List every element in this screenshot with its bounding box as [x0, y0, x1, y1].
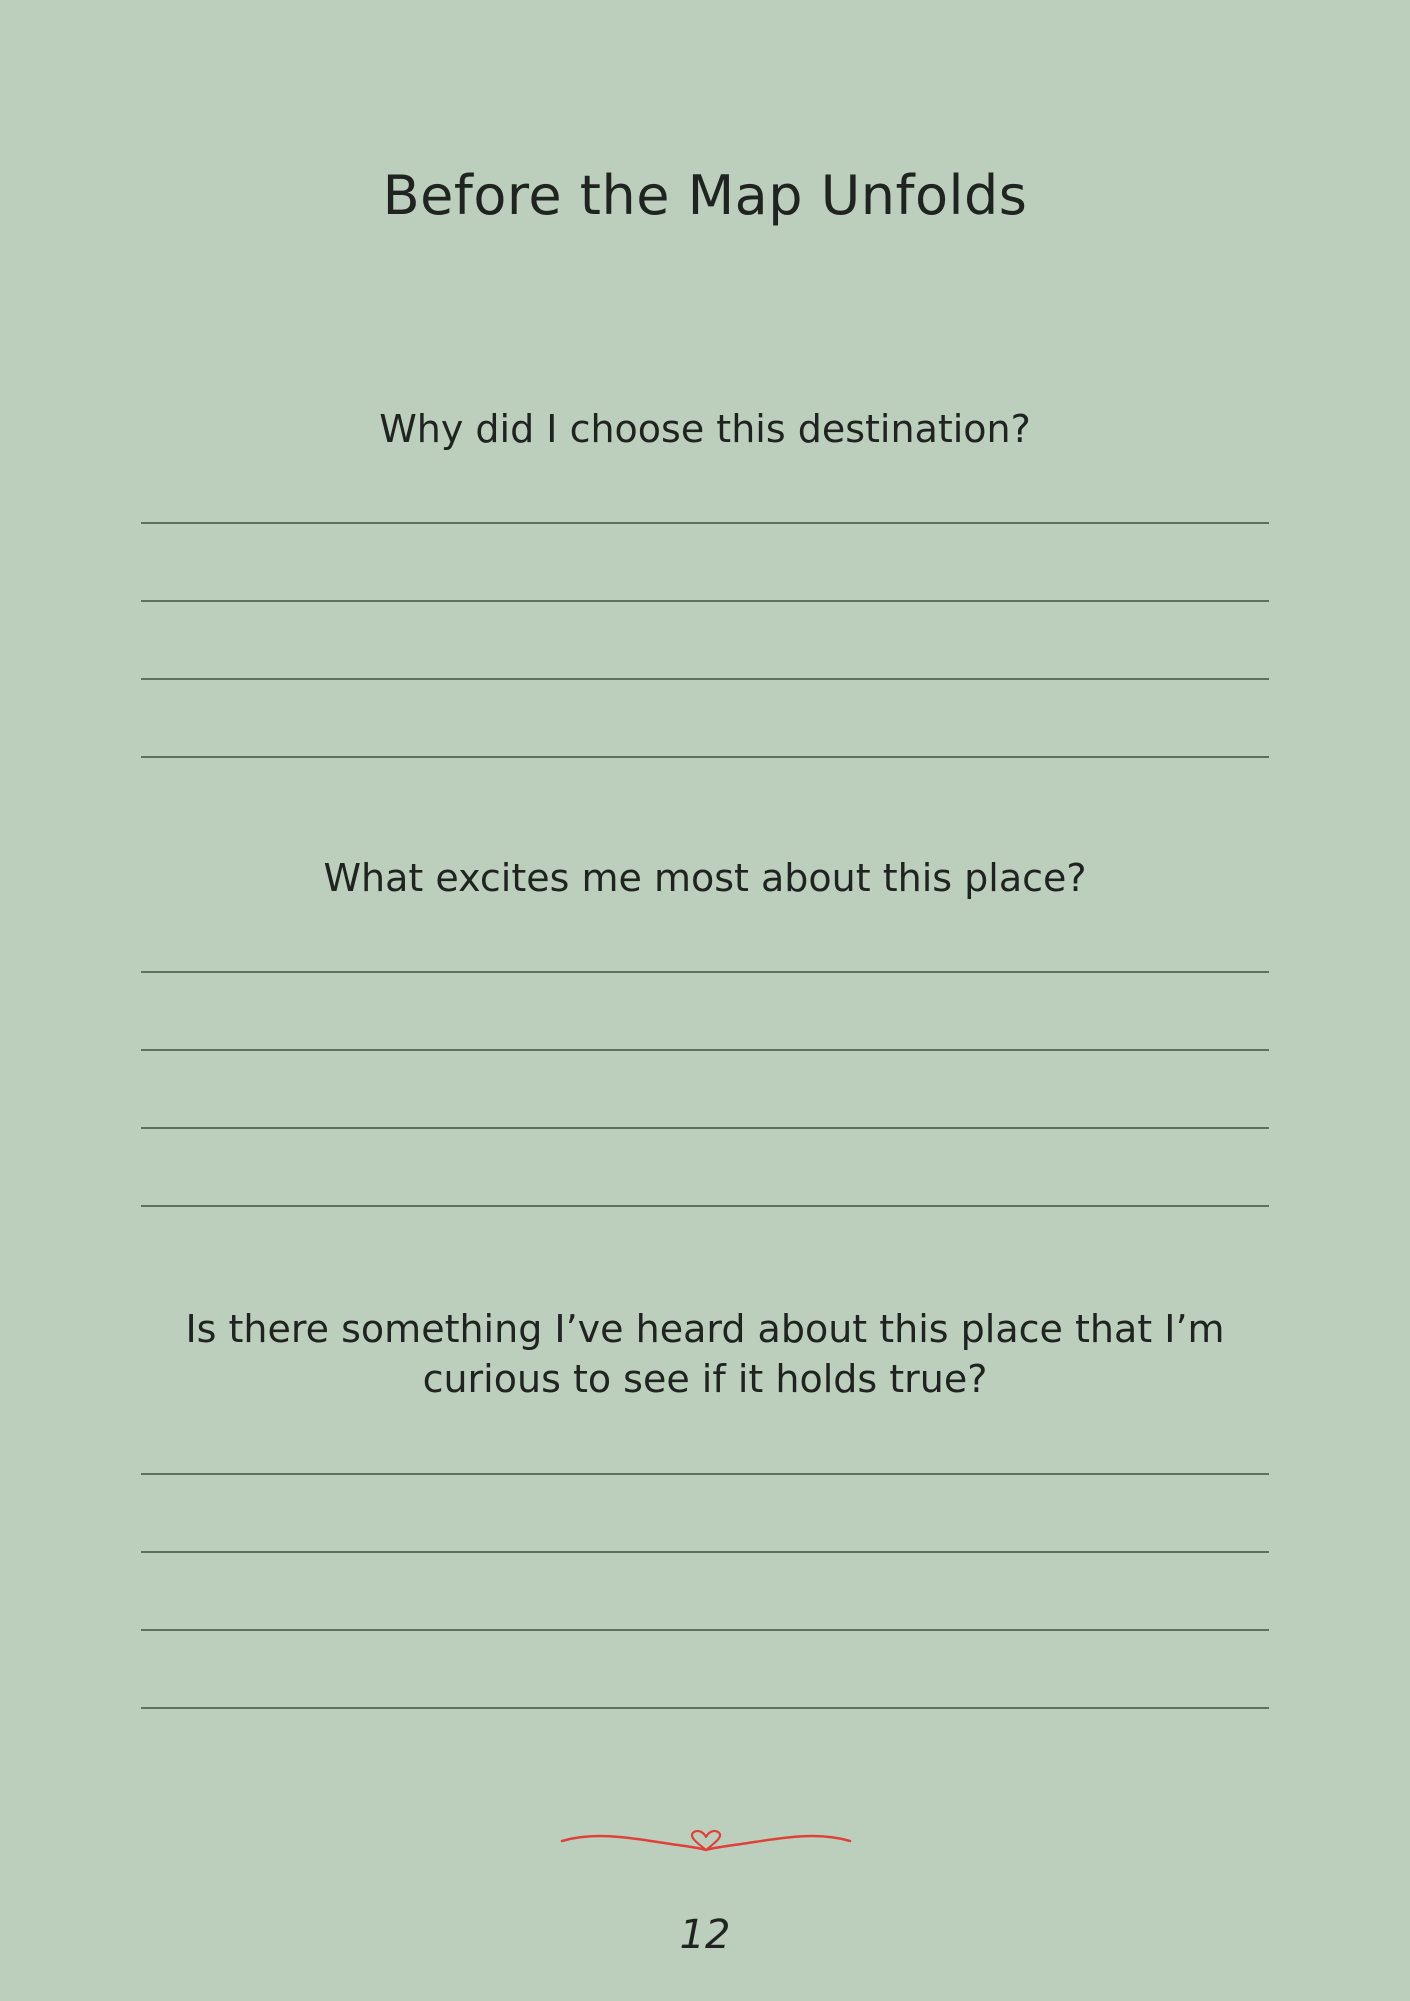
writing-line[interactable]	[141, 1629, 1269, 1631]
writing-line[interactable]	[141, 1205, 1269, 1207]
writing-line[interactable]	[141, 1127, 1269, 1129]
writing-line[interactable]	[141, 522, 1269, 524]
prompt-question-2: What excites me most about this place?	[323, 856, 1087, 900]
writing-line[interactable]	[141, 678, 1269, 680]
writing-line[interactable]	[141, 1707, 1269, 1709]
writing-line[interactable]	[141, 1049, 1269, 1051]
prompt-question-3: Is there something I’ve heard about this place that I’m curious to see if it holds true?	[185, 1307, 1225, 1401]
writing-line[interactable]	[141, 1473, 1269, 1475]
writing-line[interactable]	[141, 756, 1269, 758]
prompt-question-1: Why did I choose this destination?	[379, 407, 1031, 451]
writing-line[interactable]	[141, 971, 1269, 973]
writing-line[interactable]	[141, 600, 1269, 602]
writing-line[interactable]	[141, 1551, 1269, 1553]
heart-flourish-icon	[560, 1820, 852, 1860]
page-number: 12	[679, 1912, 731, 1958]
page-title: Before the Map Unfolds	[382, 164, 1028, 228]
